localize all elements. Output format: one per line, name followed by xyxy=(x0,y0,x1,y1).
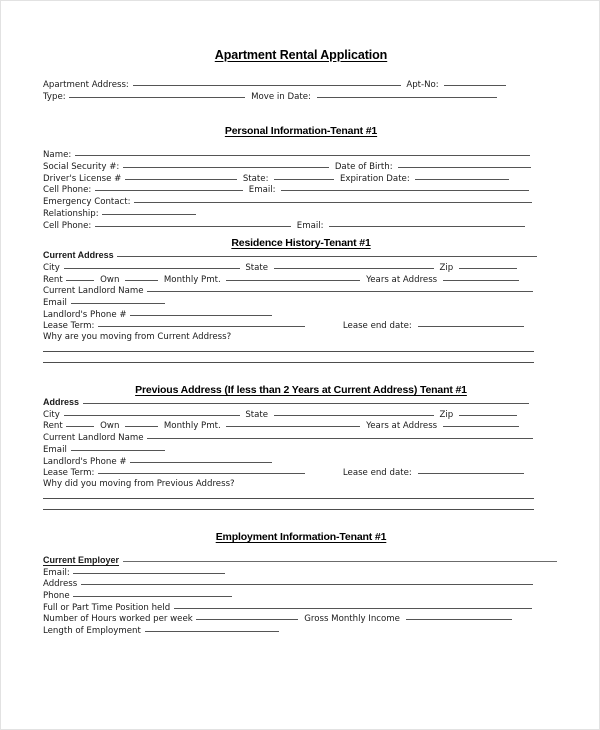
row-ssn-dob xyxy=(43,161,600,173)
row-license-state-expiration xyxy=(43,173,600,185)
own-label: Own xyxy=(100,274,120,285)
prev-landlord-phone-label: Landlord's Phone # xyxy=(43,456,127,467)
why-moving-previous-answer-line-2[interactable] xyxy=(43,502,600,514)
lease-end-date-input[interactable] xyxy=(418,320,524,327)
prev-own-checkbox-blank[interactable] xyxy=(125,420,158,427)
prev-rent-label: Rent xyxy=(43,421,63,432)
row-why-moving-previous xyxy=(43,479,600,491)
row-apartment-address xyxy=(43,79,600,91)
relationship-input[interactable] xyxy=(102,208,196,215)
state-input[interactable] xyxy=(274,262,434,269)
rent-checkbox-blank[interactable] xyxy=(66,274,94,281)
own-checkbox-blank[interactable] xyxy=(125,274,158,281)
row-current-address xyxy=(43,250,600,262)
prev-lease-end-date-input[interactable] xyxy=(418,467,524,474)
current-address-input[interactable] xyxy=(117,250,537,257)
zip-input[interactable] xyxy=(459,262,517,269)
relationship-label: Relationship: xyxy=(43,208,99,219)
prev-zip-label: Zip xyxy=(439,409,454,420)
prev-monthly-payment-input[interactable] xyxy=(226,420,360,427)
landlord-email-input[interactable] xyxy=(71,297,165,304)
email-2-label: Email: xyxy=(296,220,324,231)
section-heading-residence: Residence History-Tenant #1 xyxy=(231,237,371,250)
emergency-contact-label: Emergency Contact: xyxy=(43,197,131,208)
email-label: Email: xyxy=(248,185,276,196)
residence-fields-block xyxy=(1,250,600,367)
position-held-label: Full or Part Time Position held xyxy=(43,602,171,613)
row-name xyxy=(43,149,600,161)
row-employer-email xyxy=(43,567,600,579)
why-moving-current-answer-line-2[interactable] xyxy=(43,355,600,367)
row-landlord-phone xyxy=(43,309,600,321)
row-prev-rent-own-pmt-years xyxy=(43,420,600,432)
why-moving-current-label: Why are you moving from Current Address? xyxy=(43,332,232,342)
gross-monthly-income-label: Gross Monthly Income xyxy=(304,614,400,625)
landlord-email-label: Email xyxy=(43,297,67,308)
employer-address-input[interactable] xyxy=(81,578,533,585)
apartment-address-label: Apartment Address: xyxy=(43,80,129,90)
prev-years-at-address-input[interactable] xyxy=(443,420,519,427)
name-label: Name: xyxy=(43,150,72,161)
row-hours-gross-income xyxy=(43,613,600,625)
prev-years-at-address-label: Years at Address xyxy=(366,421,438,432)
why-moving-current-answer-line-1[interactable] xyxy=(43,344,600,356)
apartment-address-input[interactable] xyxy=(133,79,401,86)
lease-term-input[interactable] xyxy=(98,320,305,327)
header-fields-block xyxy=(1,79,600,102)
cell-phone-2-label: Cell Phone: xyxy=(43,220,92,231)
row-landlord-email xyxy=(43,297,600,309)
prev-landlord-email-input[interactable] xyxy=(71,444,165,451)
prev-zip-input[interactable] xyxy=(459,409,517,416)
employer-phone-input[interactable] xyxy=(73,590,232,597)
row-landlord-name xyxy=(43,285,600,297)
move-in-date-input[interactable] xyxy=(317,91,497,98)
prev-lease-term-label: Lease Term: xyxy=(43,468,95,479)
prev-rent-checkbox-blank[interactable] xyxy=(66,420,94,427)
rent-label: Rent xyxy=(43,274,63,285)
ssn-label: Social Security #: xyxy=(43,162,120,173)
previous-address-fields-block xyxy=(1,397,600,514)
email-2-input[interactable] xyxy=(329,220,525,227)
prev-city-input[interactable] xyxy=(64,409,240,416)
employment-fields-block xyxy=(1,555,600,637)
prev-landlord-name-label: Current Landlord Name xyxy=(43,433,144,444)
cell-phone-label: Cell Phone: xyxy=(43,185,92,196)
section-heading-personal: Personal Information-Tenant #1 xyxy=(224,125,378,138)
prev-city-label: City xyxy=(43,409,60,420)
type-label: Type: xyxy=(43,91,66,102)
position-held-input[interactable] xyxy=(174,602,532,609)
years-at-address-input[interactable] xyxy=(443,274,519,281)
row-rent-own-pmt-years xyxy=(43,274,600,286)
employer-email-input[interactable] xyxy=(73,567,225,574)
row-position-held xyxy=(43,602,600,614)
city-input[interactable] xyxy=(64,262,240,269)
expiration-date-label: Expiration Date: xyxy=(339,173,410,184)
prev-landlord-name-input[interactable] xyxy=(147,432,533,439)
monthly-payment-label: Monthly Pmt. xyxy=(163,274,221,285)
form-sheet xyxy=(1,1,600,637)
prev-state-label: State xyxy=(245,409,269,420)
apt-no-label: Apt-No: xyxy=(406,80,439,90)
prev-own-label: Own xyxy=(100,421,120,432)
lease-term-label: Lease Term: xyxy=(43,321,95,332)
drivers-license-input[interactable] xyxy=(125,173,237,180)
row-city-state-zip xyxy=(43,262,600,274)
current-employer-label: Current Employer xyxy=(43,554,120,565)
cell-phone-2-input[interactable] xyxy=(95,220,291,227)
lease-end-date-label: Lease end date: xyxy=(342,321,412,332)
emergency-contact-input[interactable] xyxy=(134,196,532,203)
row-cellphone2-email2 xyxy=(43,220,600,232)
current-address-label: Current Address xyxy=(43,250,114,261)
row-prev-lease-term-end xyxy=(43,467,600,479)
expiration-date-input[interactable] xyxy=(415,173,509,180)
row-relationship xyxy=(43,208,600,220)
hours-per-week-input[interactable] xyxy=(196,613,298,620)
current-landlord-name-input[interactable] xyxy=(147,285,533,292)
prev-landlord-phone-input[interactable] xyxy=(130,456,272,463)
row-lease-term-end xyxy=(43,320,600,332)
email-input[interactable] xyxy=(281,184,529,191)
prev-state-input[interactable] xyxy=(274,409,434,416)
hours-per-week-label: Number of Hours worked per week xyxy=(43,614,193,625)
landlord-phone-input[interactable] xyxy=(130,309,272,316)
section-heading-employment: Employment Information-Tenant #1 xyxy=(215,530,387,543)
row-current-employer xyxy=(43,555,600,567)
years-at-address-label: Years at Address xyxy=(366,274,438,285)
prev-monthly-payment-label: Monthly Pmt. xyxy=(163,421,221,432)
personal-fields-block xyxy=(1,149,600,231)
ssn-input[interactable] xyxy=(123,161,329,168)
current-landlord-name-label: Current Landlord Name xyxy=(43,286,144,297)
state-label: State: xyxy=(242,173,269,184)
zip-label: Zip xyxy=(439,262,454,273)
name-input[interactable] xyxy=(75,149,530,156)
row-type-movein xyxy=(43,91,600,103)
dob-label: Date of Birth: xyxy=(334,162,393,173)
prev-lease-term-input[interactable] xyxy=(98,467,305,474)
row-prev-city-state-zip xyxy=(43,409,600,421)
employer-email-label: Email: xyxy=(43,567,70,578)
current-employer-input[interactable] xyxy=(123,555,557,562)
page-title: Apartment Rental Application xyxy=(214,48,388,62)
why-moving-previous-label: Why did you moving from Previous Address? xyxy=(43,478,235,489)
landlord-phone-label: Landlord's Phone # xyxy=(43,309,127,320)
previous-address-label: Address xyxy=(43,397,80,408)
prev-lease-end-date-label: Lease end date: xyxy=(342,468,412,479)
row-prev-landlord-phone xyxy=(43,456,600,468)
state-label: State xyxy=(245,262,269,273)
city-label: City xyxy=(43,262,60,273)
dob-input[interactable] xyxy=(398,161,531,168)
length-of-employment-input[interactable] xyxy=(145,625,279,632)
apt-no-input[interactable] xyxy=(444,79,506,86)
state-input[interactable] xyxy=(274,173,334,180)
gross-monthly-income-input[interactable] xyxy=(406,613,512,620)
prev-landlord-email-label: Email xyxy=(43,444,67,455)
employer-address-label: Address xyxy=(43,579,78,590)
row-why-moving-current xyxy=(43,332,600,344)
row-cellphone-email xyxy=(43,184,600,196)
row-prev-landlord-email xyxy=(43,444,600,456)
why-moving-previous-answer-line-1[interactable] xyxy=(43,491,600,503)
section-heading-previous-address: Previous Address (If less than 2 Years at Current Address) Tenant #1 xyxy=(135,384,467,397)
employer-phone-label: Phone xyxy=(43,591,70,601)
row-emergency-contact xyxy=(43,196,600,208)
cell-phone-input[interactable] xyxy=(95,184,243,191)
type-input[interactable] xyxy=(69,91,245,98)
drivers-license-label: Driver's License # xyxy=(43,173,122,184)
row-employer-phone xyxy=(43,590,600,602)
monthly-payment-input[interactable] xyxy=(226,274,360,281)
length-of-employment-label: Length of Employment xyxy=(43,626,141,637)
row-prev-landlord-name xyxy=(43,432,600,444)
row-prev-address xyxy=(43,397,600,409)
row-employer-address xyxy=(43,578,600,590)
move-in-date-label: Move in Date: xyxy=(251,91,311,102)
row-length-of-employment xyxy=(43,625,600,637)
previous-address-input[interactable] xyxy=(83,397,529,404)
